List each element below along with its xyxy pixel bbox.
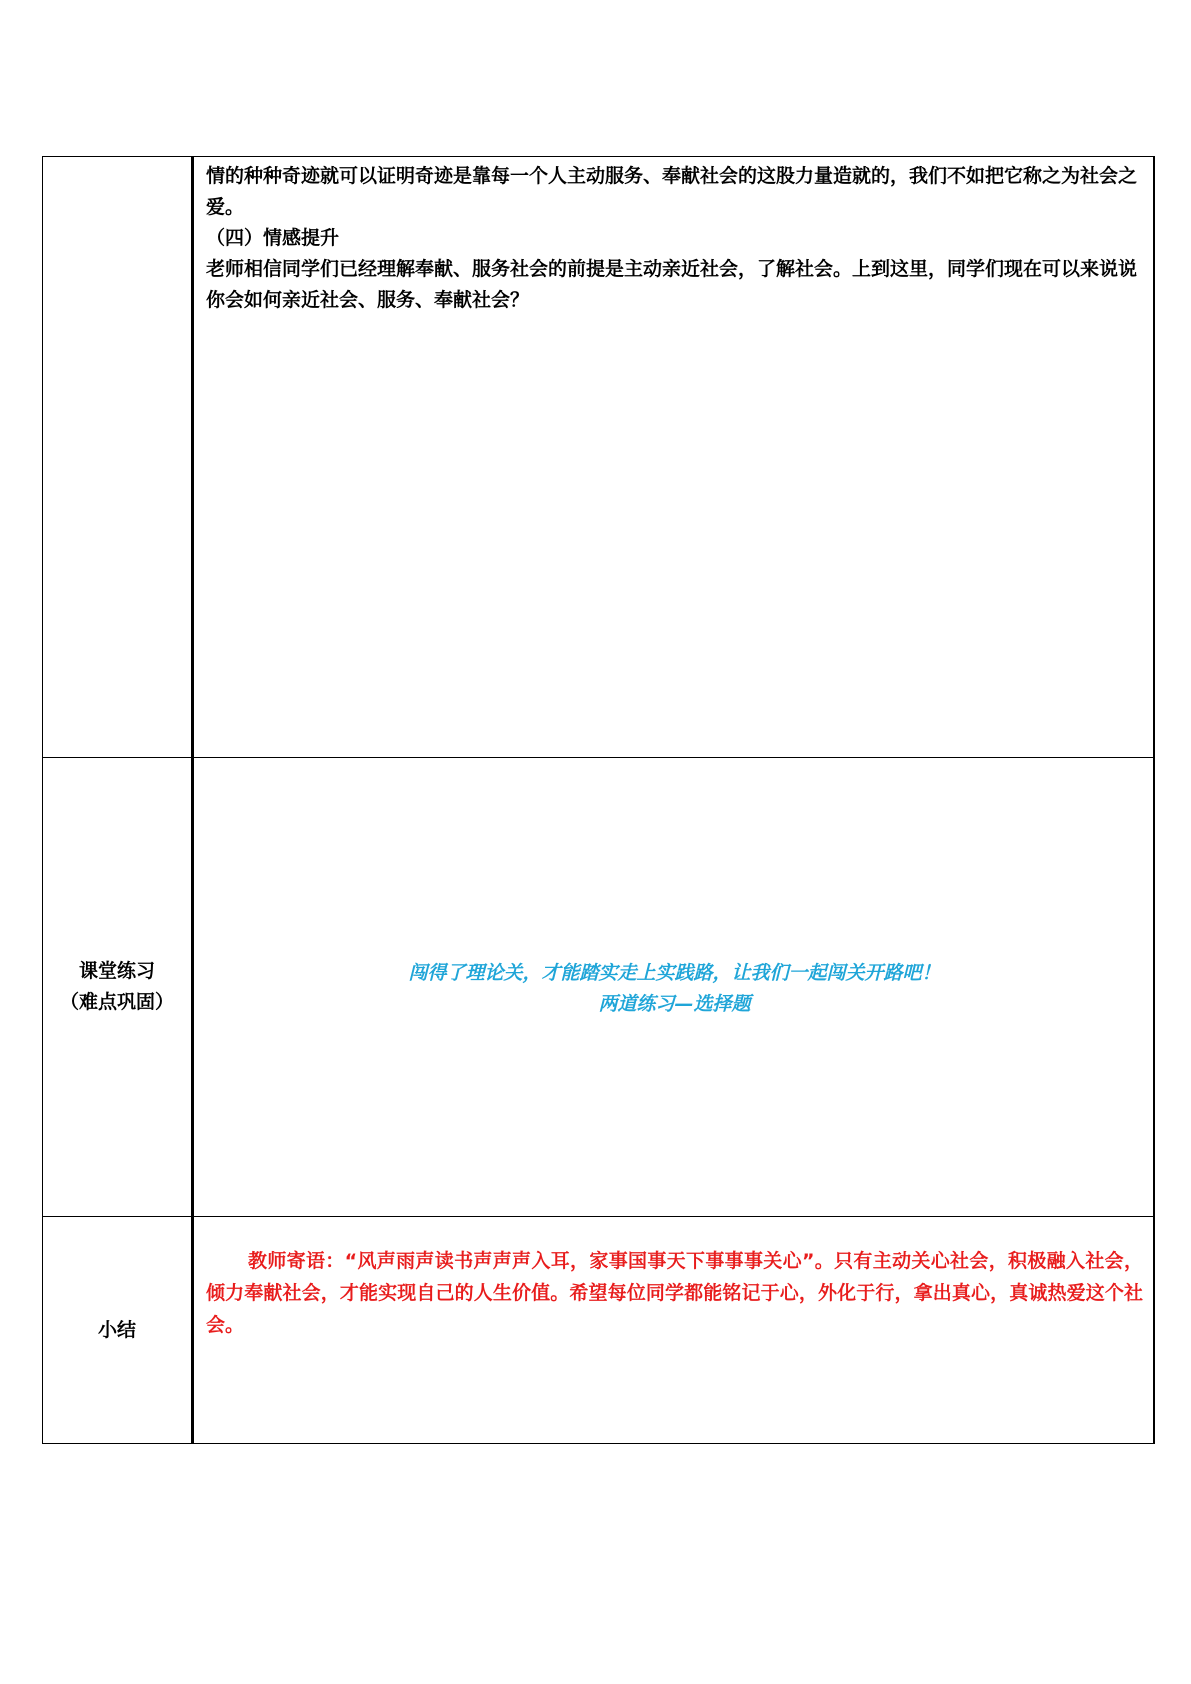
practice-subtitle-text: 两道练习—选择题 xyxy=(598,993,751,1015)
practice-label-line-1: 课堂练习 xyxy=(78,960,155,982)
table-row-summary xyxy=(43,1217,1155,1444)
table-row-activity xyxy=(43,157,1155,758)
lesson-plan-table xyxy=(42,156,1155,1444)
section-heading-emotion: （四）情感提升 xyxy=(206,227,340,249)
row-label-empty xyxy=(43,157,193,758)
row-label-practice xyxy=(43,758,193,1217)
teacher-message-text: 教师寄语：“风声雨声读书声声声入耳，家事国事天下事事事关心”。只有主动关心社会，积极融入社会，倾力奉献社会，才能实现自己的人生价值。希望每位同学都能铭记于心，外化于行，拿出真心，真诚热爱这个社会。 xyxy=(206,1250,1143,1336)
row-label-summary: 小结 xyxy=(43,1217,193,1444)
activity-paragraph-1: 情的种种奇迹就可以证明奇迹是靠每一个人主动服务、奉献社会的这股力量造就的，我们不如把它称之为社会之爱。 xyxy=(206,165,1138,218)
practice-content-cell xyxy=(193,758,1155,1217)
table-row-practice xyxy=(43,758,1155,1217)
practice-intro-text: 闯得了理论关，才能踏实走上实践路，让我们一起闯关开路吧！ xyxy=(408,962,941,984)
summary-content-cell xyxy=(193,1217,1155,1444)
practice-label-line-2: （难点巩固） xyxy=(59,991,174,1013)
activity-paragraph-2: 老师相信同学们已经理解奉献、服务社会的前提是主动亲近社会，了解社会。上到这里，同学们现在可以来说说你会如何亲近社会、服务、奉献社会？ xyxy=(206,258,1138,311)
activity-content-cell xyxy=(193,157,1155,758)
